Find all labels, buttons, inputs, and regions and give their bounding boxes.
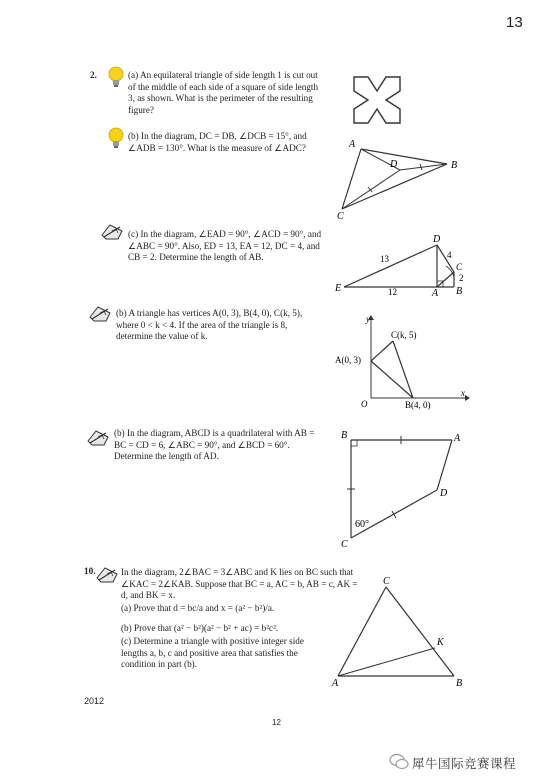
label-d: D: [440, 488, 448, 499]
label-a: A: [349, 139, 356, 150]
label-d: D: [433, 234, 441, 245]
label-4: 4: [447, 250, 452, 260]
label-c: C: [337, 211, 344, 220]
label-12: 12: [388, 287, 397, 297]
problem-4b-text: (b) In the diagram, ABCD is a quadrilateral with AB = BC = CD = 6, ∠ABC = 90°, and ∠BCD = 60°. Determine the length of AD.: [114, 428, 315, 462]
label-c: C: [456, 262, 463, 272]
problem-3b-text: (b) A triangle has vertices A(0, 3), B(4, 0), C(k, 5), where 0 < k < 4. If the area of the triangle is 8, determine the value of k.: [116, 308, 303, 342]
label-b: B: [456, 286, 463, 297]
right-triangle-chain-figure: [334, 232, 474, 297]
problem-2c-text: (c) In the diagram, ∠EAD = 90°, ∠ACD = 90°, and ∠ABC = 90°. Also, ED = 13, EA = 12, DC = 4, and CB = 2. Determine the length of AB.: [128, 229, 322, 263]
footer-page-number: 12: [272, 718, 281, 727]
angle-label: 60°: [355, 519, 369, 530]
wechat-icon: [389, 753, 409, 771]
problem-10-number: 10.: [84, 566, 96, 576]
writing-hand-icon: [95, 564, 121, 584]
label-a: A: [332, 678, 339, 689]
problem-10c-text: (c) Determine a triangle with positive integer side lengths a, b, c and positive area that satisfies the condition in part (b).: [121, 636, 304, 670]
label-a: A: [432, 288, 439, 297]
label-b: B: [456, 678, 463, 689]
label-b: B: [341, 430, 348, 441]
writing-hand-icon: [100, 221, 126, 241]
watermark-text: 犀牛国际竞赛课程: [412, 757, 517, 771]
triangle-abck-figure: [330, 575, 470, 690]
point-c-label: C(k, 5): [391, 330, 417, 340]
point-a-label: A(0, 3): [335, 355, 361, 365]
quadrilateral-abcd-figure: [337, 428, 467, 550]
problem-10b-text: (b) Prove that (a² − b²)(a² − b² + ac) = b²c².: [121, 623, 279, 633]
label-k: K: [437, 637, 444, 648]
point-b-label: B(4, 0): [405, 400, 431, 410]
label-d: D: [390, 159, 398, 170]
problem-10-intro: In the diagram, 2∠BAC = 3∠ABC and K lies on BC such that ∠KAC = 2∠KAB. Suppose that BC = a, AC = b, AB = c, AK = d, and BK = x.: [121, 567, 358, 601]
label-c: C: [341, 539, 348, 550]
writing-hand-icon: [88, 303, 114, 323]
label-e: E: [335, 283, 342, 294]
page-number: 13: [506, 14, 523, 31]
problem-10a-text: (a) Prove that d = bc/a and x = (a² − b²)/a.: [121, 603, 275, 613]
origin-label: O: [361, 399, 368, 409]
label-2: 2: [459, 273, 464, 283]
label-c: C: [383, 576, 390, 587]
axis-x-label: x: [461, 388, 465, 398]
label-b: B: [451, 160, 458, 171]
label-a: A: [454, 433, 461, 444]
axis-y-label: y: [366, 314, 370, 324]
footer-year: 2012: [84, 696, 105, 706]
problem-2b-text: (b) In the diagram, DC = DB, ∠DCB = 15°, and ∠ADB = 130°. What is the measure of ∠ADC?: [128, 131, 307, 153]
lightbulb-icon: [107, 66, 125, 88]
lightbulb-icon: [107, 127, 125, 149]
triangle-abd-figure: [335, 135, 465, 220]
coordinate-triangle-figure: [333, 312, 473, 412]
writing-hand-icon: [86, 427, 112, 447]
problem-2-number: 2.: [90, 70, 97, 80]
label-13: 13: [380, 254, 389, 264]
problem-2a-text: (a) An equilateral triangle of side length 1 is cut out of the middle of each side of a square of side length 3, as shown. What is the perimeter of the resulting figure?: [128, 70, 319, 115]
notched-square-figure: [352, 75, 402, 125]
